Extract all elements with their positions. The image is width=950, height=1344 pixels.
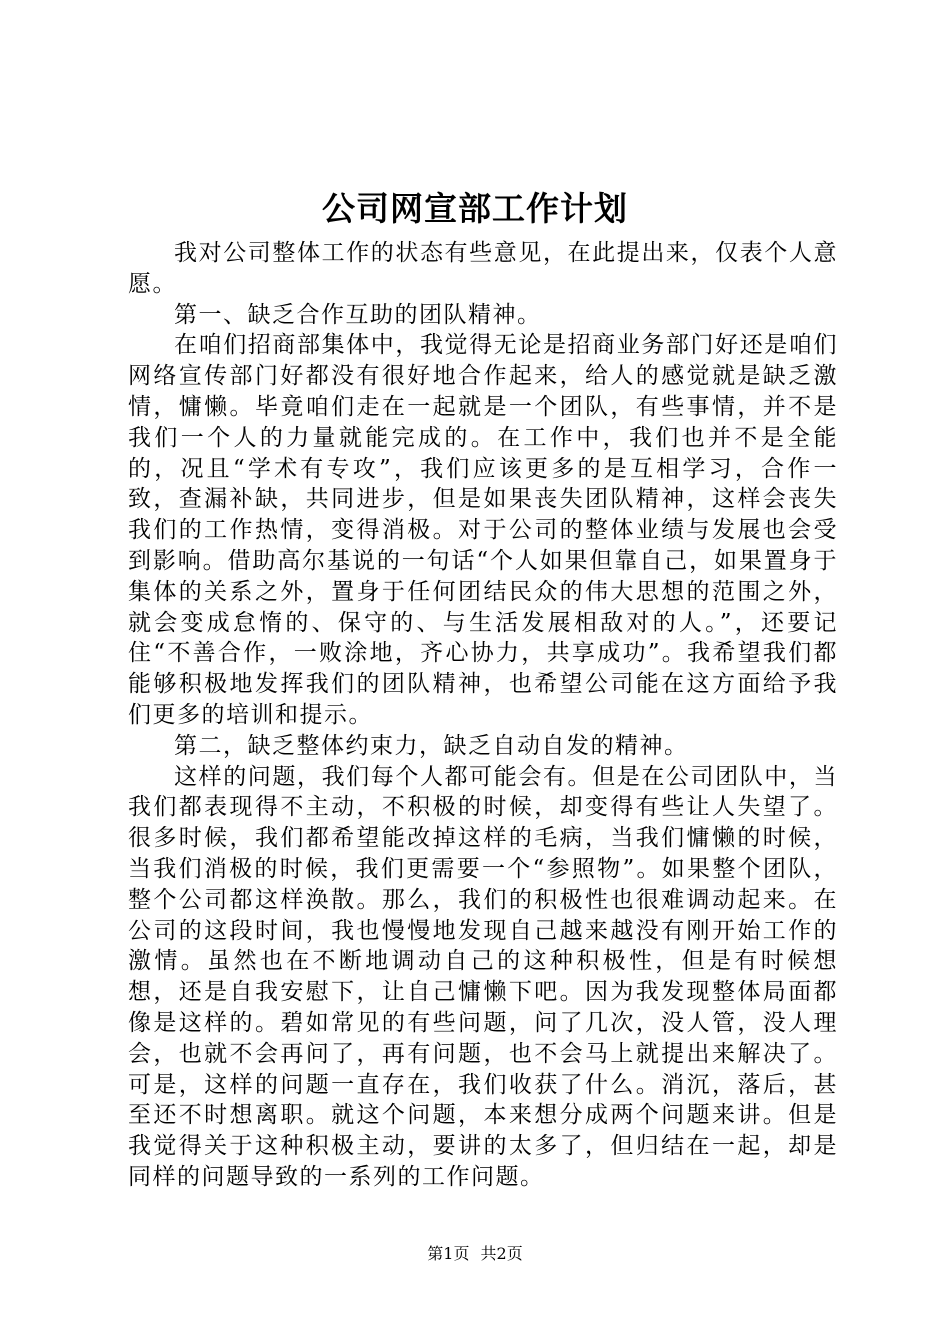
document-title: 公司网宣部工作计划 xyxy=(322,189,628,228)
page-number: 第1页 xyxy=(427,1244,470,1263)
paragraph-heading-second: 第二，缺乏整体约束力，缺乏自动自发的精神。 xyxy=(174,732,689,759)
paragraph-heading-first: 第一、缺乏合作互助的团队精神。 xyxy=(174,301,542,328)
document-body xyxy=(128,238,838,1193)
paragraph-teamwork: 在咱们招商部集体中，我觉得无论是招商业务部门好还是咱们网络宣传部门好都没有很好地合作起来，给人的感觉就是缺乏激情，慵懒。毕竟咱们走在一起就是一个团队，有些事情，并不是我们一个人的力量就能完成的。在工作中，我们也并不是全能的，况且“学术有专攻”，我们应该更多的是互相学习，合作一致，查漏补缺，共同进步，但是如果丧失团队精神，这样会丧失我们的工作热情，变得消极。对于公司的整体业绩与发展也会受到影响。借助高尔基说的一句话“个人如果但靠自己，如果置身于集体的关系之外，置身于任何团结民众的伟大思想的范围之外，就会变成怠惰的、保守的、与生活发展相敌对的人。”，还要记住“不善合作，一败涂地，齐心协力，共享成功”。我希望我们都能够积极地发挥我们的团队精神，也希望公司能在这方面给予我们更多的培训和提示。 xyxy=(128,332,838,728)
paragraph-intro: 我对公司整体工作的状态有些意见，在此提出来，仅表个人意愿。 xyxy=(128,240,838,297)
paragraph-initiative: 这样的问题，我们每个人都可能会有。但是在公司团队中，当我们都表现得不主动，不积极的时候，却变得有些让人失望了。很多时候，我们都希望能改掉这样的毛病，当我们慵懒的时候，当我们消极的时候，我们更需要一个“参照物”。如果整个团队，整个公司都这样涣散。那么，我们的积极性也很难调动起来。在公司的这段时间，我也慢慢地发现自己越来越没有刚开始工作的激情。虽然也在不断地调动自己的这种积极性，但是有时候想想，还是自我安慰下，让自己慵懒下吧。因为我发现整体局面都像是这样的。碧如常见的有些问题，问了几次，没人管，没人理会，也就不会再问了，再有问题，也不会马上就提出来解决了。可是，这样的问题一直存在，我们收获了什么。消沉，落后，甚至还不时想离职。就这个问题，本来想分成两个问题来讲。但是我觉得关于这种积极主动，要讲的太多了，但归结在一起，却是同样的问题导致的一系列的工作问题。 xyxy=(128,763,838,1190)
page-total: 共2页 xyxy=(480,1244,523,1263)
page-footer xyxy=(0,1243,950,1265)
